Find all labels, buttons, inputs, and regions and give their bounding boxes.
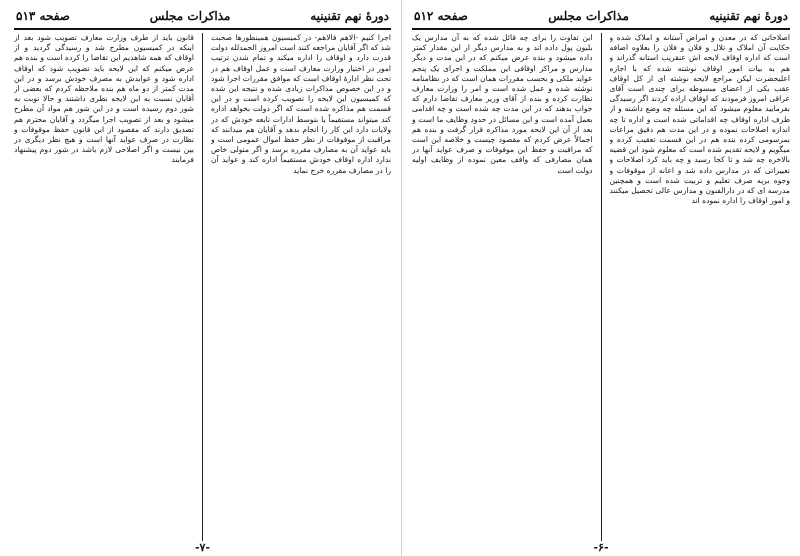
- right-page-columns: [412, 33, 790, 541]
- left-head-term: دورۀ نهم تقنینیه: [310, 9, 389, 23]
- right-running-head: [412, 6, 790, 30]
- column-divider: [601, 33, 602, 541]
- left-page-columns: [14, 33, 391, 541]
- right-page-folio: -۶-: [593, 541, 609, 554]
- right-head-page-number: صفحه ۵۱۲: [414, 9, 468, 23]
- right-page: [402, 0, 800, 556]
- left-page-folio: -۷-: [194, 541, 211, 554]
- column-divider: [202, 33, 203, 541]
- right-page-column-1: اصلاحاتی که در معدن و امراض آستانه و املاک شده و حکایت آن املاک و تلال و فلان و فلان را بعلاوه اضافه است که اداره اوقاف لایحه اش عنقریب استانه گذراند و هم به بیات امور اوقاف نوشته شده که با اجازه اعلیحضرت لیکن مراجع لایحه نوشته ای از کل اوقاف عقب یکی از اعضای مبسوطه برای چندی است آقای عراقی امروز فرمودند که اوقاف اراده کردند اگر رسیدگی بفرمایید معلوم میشود که این مسئله چه وضع داشته و از طرف اداره اوقاف چه اقداماتی شده است و اداره تا چه اندازه اصلاحات نموده و در این مدت هم دقیق مراعات بمرسومی کرده بنده هم در این قسمت تعقیب کرده و میگویم و لایحه تقدیم شده است که معلوم شود این قضیه بالاخره چه شد و تا کجا رسید و چه باید کرد اصلاحات و تغییراتی که در مدارس داده شد و اعانه از موقوفات و وجوه بریه صرف تعلیم و تربیت شده است و همچنین مدرسه ای که در دارالفنون و مدارس عالی تحصیل میکنند و امور اوقاف را اداره نموده اند: [609, 33, 790, 206]
- left-head-page-number: صفحه ۵۱۳: [16, 9, 70, 23]
- left-page: [4, 0, 402, 556]
- left-page-column-2: قانون باید از طرف وزارت معارف تصویب شود بعد از اینکه در کمیسیون مطرح شد و رسیدگی گردید و از اوقاف که همه شاهدیم این تقاضا را کرده است و بنده هم عرض میکنم که این لایحه باید تصویب شود که اوقاف اداره شود و عوایدش به مصرف خودش برسد و در این مدت کمتر از دو ماه هم بنده ملاحظه کردم که بعضی از آقایان نسبت به این لایحه نظری داشتند و حالا نوبت به شور دوم رسیده است و در این شور هم مواد آن مطرح میشود و بعد از تصویب اجرا میگردد و آقایان محترم هم تصدیق دارند که مقصود از این قانون حفظ موقوفات و نظارت در صرف عواید آنها است و هیچ نظر دیگری در بین نیست و اگر اصلاحی لازم باشد در شور دوم پیشنهاد فرمایند: [14, 33, 194, 165]
- right-head-title: مذاکرات مجلس: [548, 9, 629, 23]
- left-running-head: [14, 6, 391, 30]
- left-head-title: مذاکرات مجلس: [149, 9, 231, 23]
- right-head-term: دورۀ نهم تقنینیه: [709, 9, 788, 23]
- right-page-column-2: این تفاوت را برای چه قائل شده که به آن مدارس یک بلیون پول داده اند و به مدارس دیگر از این مقدار کمتر داده میشود و بنده عرض میکنم که در این مدت و دیگر مدارس و مراکز اوقافی این مملکت و اجرای یک پنجم عواید ملکی و بحسب مقررات همان است که در نظامنامه نوشته شده و عمل شده است و امر را وزارت معارف نظارت کرده و بنده از آقای وزیر معارف تقاضا دارم که جواب بدهند که در این مدت چه شده است و چه اقدامی بعمل آمده است و این مسائل در حدود وظایف ما است و بعد از آن این لایحه مورد مذاکره قرار گرفت و بنده هم اجمالاً عرض کردم که مقصود چیست و خلاصه این است که مراقبت و حفظ این موقوفات و صرف عواید آنها در همان مصارفی که واقف معین نموده از وظایف اولیه دولت است: [412, 33, 593, 175]
- left-page-column-1: اجرا کنیم -الاهم فالاهم- در کمیسیون همینطورها صحبت شد که اگر آقایان مراجعه کنند است امروز الحمدلله دولت قدرت دارد و اوقاف را اداره میکند و تمام شدن ترتیب امور در اختیار وزارت معارف است و عمل اوقاف هم در تحت نظر ادارۀ اوقاف است که موافق مقررات اجرا شود و در این خصوص مذاکرات زیادی شده و نتیجه این شده که کمیسیون این لایحه را تصویب کرده است و در این قسمت هم مذاکره شده است که اگر دولت بخواهد اداره کند میتواند مستقیماً یا بتوسط ادارات تابعه خودش که در ولایات دارد این کار را انجام بدهد و آقایان هم میدانند که مراقبت از موقوفات از نظر حفظ اموال عمومی است و باید عواید آن به مصارف مقرره برسد و اگر متولی خاص ندارد اداره اوقاف خودش مستقیماً اداره کند و عواید آن را در مصارف مقرره خرج نماید: [211, 33, 391, 175]
